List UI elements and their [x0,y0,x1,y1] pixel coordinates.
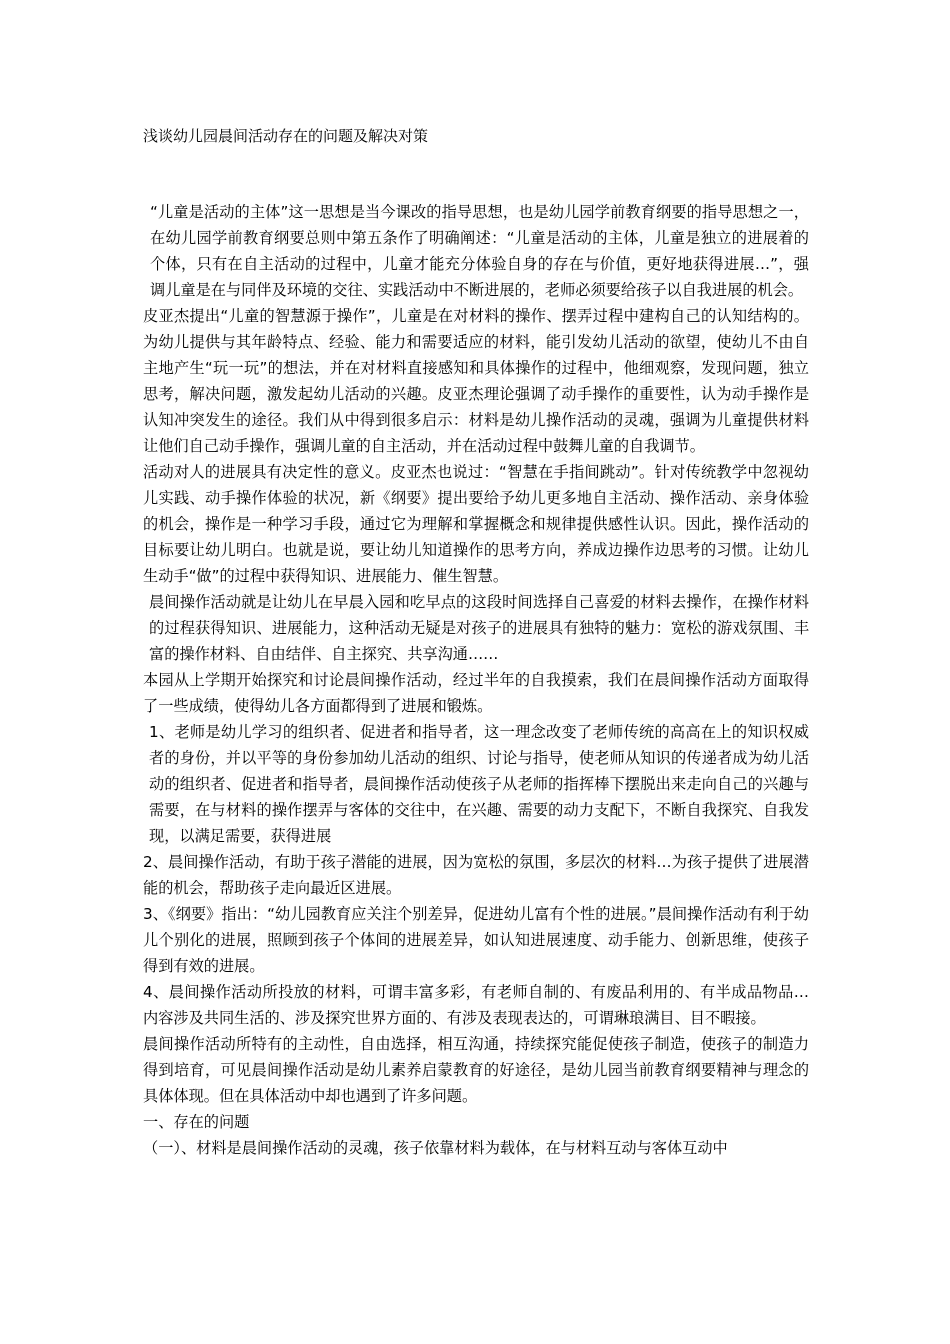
paragraph-point-3-individual: 3、《纲要》指出：“幼儿园教育应关注个别差异，促进幼儿富有个性的进展。”晨间操作活动有利于幼儿个别化的进展，照顾到孩子个体间的进展差异，如认知进展速度、动手能力、创新思维，使孩子得到有效的进展。 [143,905,809,975]
paragraph-summary-problems: 晨间操作活动所特有的主动性，自由选择，相互沟通，持续探究能促使孩子制造，使孩子的制造力得到培育，可见晨间操作活动是幼儿素养启蒙教育的好途径，是幼儿园当前教育纲要精神与理念的具体体现。但在具体活动中却也遇到了许多问题。 [143,1035,809,1105]
paragraph-point-1-teacher-role: 1、老师是幼儿学习的组织者、促进者和指导者，这一理念改变了老师传统的高高在上的知识权威者的身份，并以平等的身份参加幼儿活动的组织、讨论与指导，使老师从知识的传递者成为幼儿活动的组织者、促进者和指导者，晨间操作活动使孩子从老师的指挥棒下摆脱出来走向自己的兴趣与需要，在与材料的操作摆弄与客体的交往中，在兴趣、需要的动力支配下，不断自我探究、自我发现，以满足需要，获得进展 [149,723,809,845]
paragraph-point-2-potential: 2、晨间操作活动，有助于孩子潜能的进展，因为宽松的氛围，多层次的材料…为孩子提供了进展潜能的机会，帮助孩子走向最近区进展。 [143,853,809,897]
document-title: 浅谈幼儿园晨间活动存在的问题及解决对策 [143,127,429,145]
paragraph-activity-significance: 活动对人的进展具有决定性的意义。皮亚杰也说过：“智慧在手指间跳动”。针对传统教学中忽视幼儿实践、动手操作体验的状况，新《纲要》提出要给予幼儿更多地自主活动、操作活动、亲身体验的机会，操作是一种学习手段，通过它为理解和掌握概念和规律提供感性认识。因此，操作活动的目标要让幼儿明白。也就是说，要让幼儿知道操作的思考方向，养成边操作边思考的习惯。让幼儿生动手“做”的过程中获得知识、进展能力、催生智慧。 [143,463,809,585]
paragraph-morning-activity-definition: 晨间操作活动就是让幼儿在早晨入园和吃早点的这段时间选择自己喜爱的材料去操作，在操作材料的过程获得知识、进展能力，这种活动无疑是对孩子的进展具有独特的魅力：宽松的游戏氛围、丰富的操作材料、自由结伴、自主探究、共享沟通…… [149,593,809,663]
paragraph-subsection-1-materials: （一）、材料是晨间操作活动的灵魂，孩子依靠材料为载体，在与材料互动与客体互动中 [143,1139,728,1157]
paragraph-piaget-operation: 皮亚杰提出“儿童的智慧源于操作”，儿童是在对材料的操作、摆弄过程中建构自己的认知结构的。为幼儿提供与其年龄特点、经验、能力和需要适应的材料，能引发幼儿活动的欲望，使幼儿不由自主地产生“玩一玩”的想法，并在对材料直接感知和具体操作的过程中，他细观察，发现问题，独立思考，解决问题，激发起幼儿活动的兴趣。皮亚杰理论强调了动手操作的重要性，认为动手操作是认知冲突发生的途径。我们从中得到很多启示：材料是幼儿操作活动的灵魂，强调为儿童提供材料让他们自己动手操作，强调儿童的自主活动，并在活动过程中鼓舞儿童的自我调节。 [143,307,809,455]
paragraph-children-subject: “儿童是活动的主体”这一思想是当今课改的指导思想，也是幼儿园学前教育纲要的指导思想之一，在幼儿园学前教育纲要总则中第五条作了明确阐述：“儿童是活动的主体，儿童是独立的进展着的个体，只有在自主活动的过程中，儿童才能充分体验自身的存在与价值，更好地获得进展…”，强调儿童是在与同伴及环境的交往、实践活动中不断进展的，老师必须要给孩子以自我进展的机会。 [150,203,809,299]
paragraph-point-4-materials: 4、晨间操作活动所投放的材料，可谓丰富多彩，有老师自制的、有废品利用的、有半成品物品… 内容涉及共同生活的、涉及探究世界方面的、有涉及表现表达的，可谓琳琅满目、目不暇接。 [143,983,809,1027]
document-body [143,199,809,1161]
section-heading-existing-problems: 一、存在的问题 [143,1113,250,1131]
paragraph-kindergarten-progress: 本园从上学期开始探究和讨论晨间操作活动，经过半年的自我摸索，我们在晨间操作活动方面取得了一些成绩，使得幼儿各方面都得到了进展和锻炼。 [143,671,809,715]
